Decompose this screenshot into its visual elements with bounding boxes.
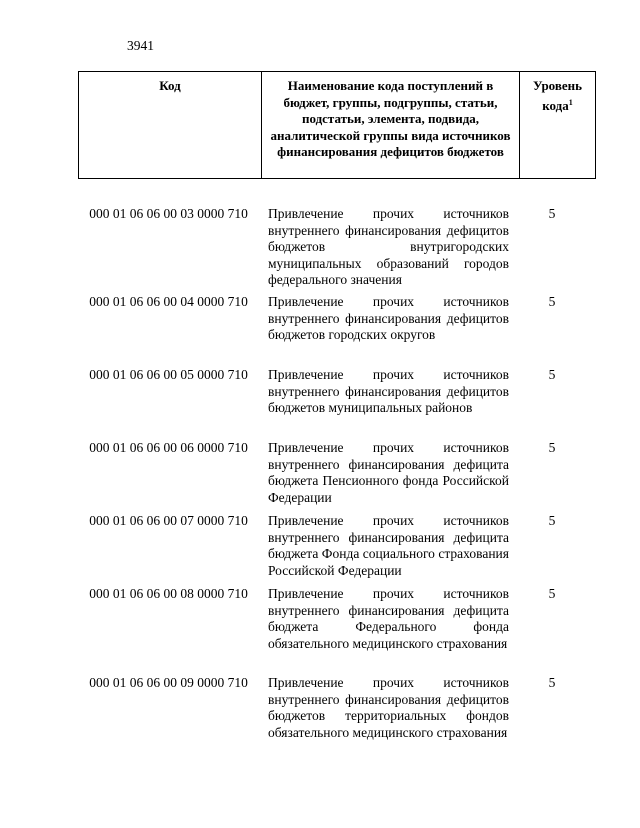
row-name: Привлечение прочих источников внутреннего финансирования дефицитов бюджетов городских округов bbox=[268, 294, 509, 343]
row-code: 000 01 06 06 00 03 0000 710 bbox=[89, 206, 248, 221]
table-row bbox=[78, 206, 595, 294]
row-name: Привлечение прочих источников внутреннего финансирования дефицита бюджета Пенсионного фонда Российской Федерации bbox=[268, 440, 509, 505]
row-code: 000 01 06 06 00 06 0000 710 bbox=[89, 440, 248, 455]
row-level: 5 bbox=[548, 206, 556, 221]
row-level: 5 bbox=[548, 367, 556, 382]
row-name: Привлечение прочих источников внутреннего финансирования дефицитов бюджетов территориальных фондов обязательного медицинского страхования bbox=[268, 675, 509, 740]
table-row bbox=[78, 513, 595, 586]
table-row bbox=[78, 586, 595, 675]
row-code: 000 01 06 06 00 08 0000 710 bbox=[89, 586, 248, 601]
row-level: 5 bbox=[548, 513, 556, 528]
row-code: 000 01 06 06 00 05 0000 710 bbox=[89, 367, 248, 382]
header-level bbox=[520, 72, 596, 179]
row-name: Привлечение прочих источников внутреннего финансирования дефицита бюджета Федерального фонда обязательного медицинского страхования bbox=[268, 586, 509, 651]
row-level: 5 bbox=[548, 586, 556, 601]
row-code: 000 01 06 06 00 07 0000 710 bbox=[89, 513, 248, 528]
header-code: Код bbox=[79, 72, 262, 179]
row-level: 5 bbox=[548, 294, 556, 309]
row-name: Привлечение прочих источников внутреннего финансирования дефицитов бюджетов внутригородских муниципальных образований городов федерального значения bbox=[268, 206, 509, 288]
table-row bbox=[78, 294, 595, 367]
table-row bbox=[78, 367, 595, 440]
row-name: Привлечение прочих источников внутреннего финансирования дефицитов бюджетов муниципальных районов bbox=[268, 367, 509, 416]
row-level: 5 bbox=[548, 675, 556, 690]
header-level-footnote: 1 bbox=[568, 97, 573, 107]
header-level-label: Уровень кода bbox=[532, 78, 583, 113]
row-name: Привлечение прочих источников внутреннего финансирования дефицита бюджета Фонда социального страхования Российской Федерации bbox=[268, 513, 509, 578]
header-row bbox=[79, 72, 596, 179]
row-code: 000 01 06 06 00 09 0000 710 bbox=[89, 675, 248, 690]
page-number: 3941 bbox=[127, 38, 154, 53]
header-table bbox=[78, 71, 596, 179]
code-rows bbox=[78, 206, 595, 764]
row-code: 000 01 06 06 00 04 0000 710 bbox=[89, 294, 248, 309]
table-row bbox=[78, 675, 595, 764]
table-row bbox=[78, 440, 595, 513]
row-level: 5 bbox=[548, 440, 556, 455]
header-name: Наименование кода поступлений в бюджет, группы, подгруппы, статьи, подстатьи, элемента, подвида, аналитической группы вида источников финансирования дефицитов бюджетов bbox=[262, 72, 520, 179]
